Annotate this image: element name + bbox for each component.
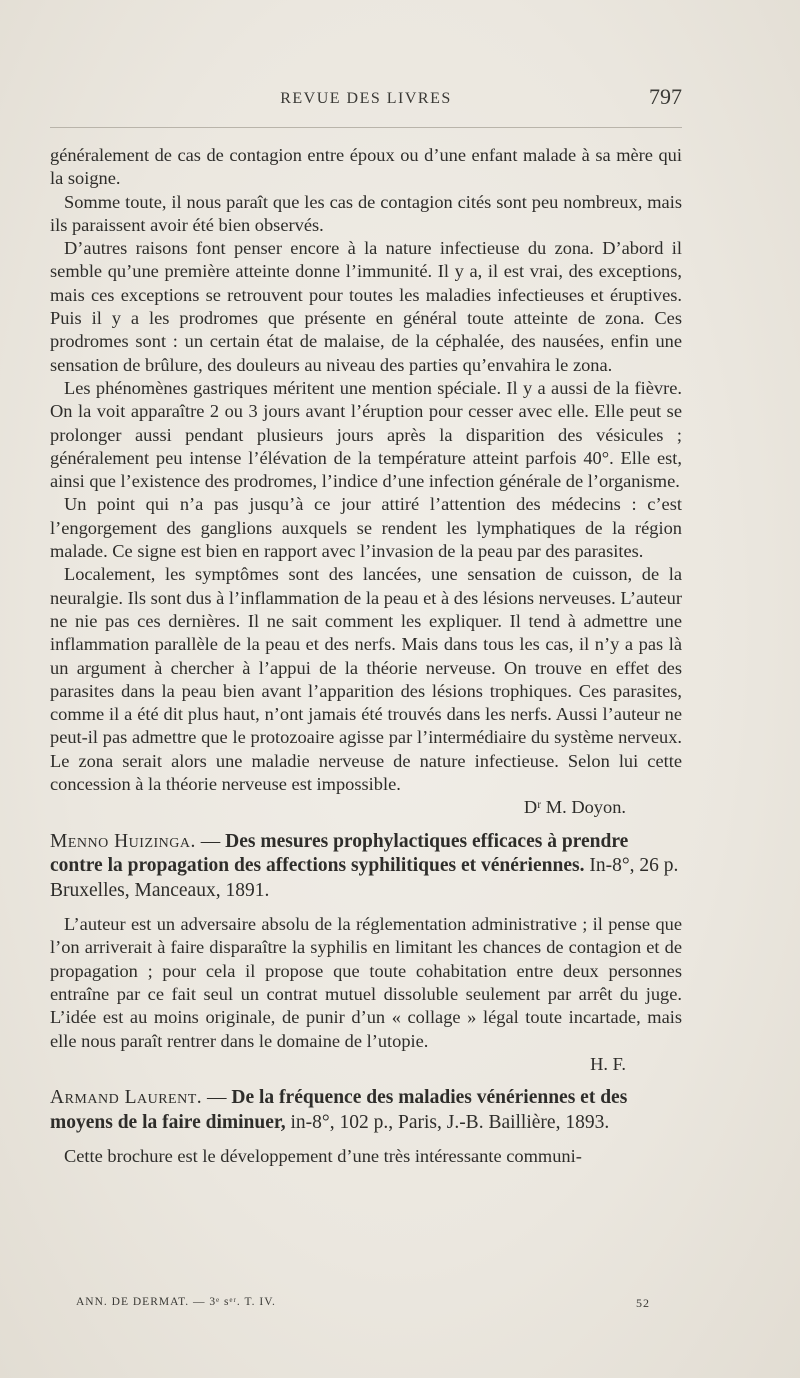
running-title: REVUE DES LIVRES xyxy=(280,90,452,107)
paragraph: Un point qui n’a pas jusqu’à ce jour attiré l’attention des médecins : c’est l’engorgement des ganglions auxquels se rendent les lymphatiques de la région malade. Ce signe est bien en rapport avec l’invasion de la peau par des parasites. xyxy=(50,494,682,562)
paragraph: généralement de cas de contagion entre époux ou d’une enfant malade à sa mère qui la soigne. xyxy=(50,145,682,189)
review-paragraph: L’auteur est un adversaire absolu de la réglementation administrative ; il pense que l’on arriverait à faire disparaître la syphilis en limitant les chances de contagion et de propagation ; pour cela il propose que toute cohabitation entre deux personnes entraîne par ce fait seul un contrat mutuel dissoluble seulement par arrêt du juge. L’idée est au moins originale, de punir d’un « collage » légal toute incartade, mais elle nous paraît rentrer dans le domaine de l’utopie. xyxy=(50,914,682,1051)
signature: H. F. xyxy=(590,1053,626,1074)
paragraph: Les phénomènes gastriques méritent une mention spéciale. Il y a aussi de la fièvre. On la voit apparaître 2 ou 3 jours avant l’éruption pour cesser avec elle. Elle peut se prolonger aussi pendant plusieurs jours après la disparition des vésicules ; généralement peu intense l’élévation de la température atteint parfois 40°. Elle est, ainsi que l’existence des prodromes, l’indice d’une infection générale de l’organisme. xyxy=(50,377,682,492)
entry-separator: — xyxy=(202,1087,232,1109)
entry-title: Des mesures prophylactiques efficaces à prendre contre la propagation des affections syphilitiques et vénériennes. xyxy=(50,830,629,877)
footer-signature: ANN. DE DERMAT. — 3ᵉ sᵉʳ. T. IV. xyxy=(76,1296,276,1308)
entry-details: in-8°, 102 p., Paris, J.-B. Baillière, 1893. xyxy=(285,1111,610,1133)
review-paragraph: Cette brochure est le développement d’une très intéressante communi- xyxy=(64,1146,582,1167)
signature: Dʳ M. Doyon. xyxy=(523,797,626,818)
entry-author: Armand Laurent. xyxy=(50,1087,203,1109)
article-body xyxy=(50,144,682,1168)
entry-title: De la fréquence des maladies vénériennes et des moyens de la faire diminuer, xyxy=(50,1087,628,1133)
bibliographic-entry xyxy=(50,830,682,904)
paragraph: D’autres raisons font penser encore à la nature infectieuse du zona. D’abord il semble qu’une première atteinte donne l’immunité. Il y a, il est vrai, des exceptions, mais ces exceptions se retrouvent pour toutes les maladies infectieuses et éruptives. Puis il y a les prodromes que présente en général toute atteinte de zona. Ces prodromes sont : un certain état de malaise, de la céphalée, des nausées, enfin une sensation de brûlure, des douleurs au niveau des parties qu’envahira le zona. xyxy=(50,238,682,375)
page-number: 797 xyxy=(649,84,682,109)
paragraph: Localement, les symptômes sont des lancées, une sensation de cuisson, de la neuralgie. Ils sont dus à l’inflammation de la peau et à des lésions nerveuses. L’auteur ne nie pas ces dernières. Il ne sait comment les expliquer. Il tend à admettre une inflammation parallèle de la peau et des nerfs. Mais dans tous les cas, il n’y a pas là un argument à chercher à l’appui de la théorie nerveuse. On trouve en effet des parasites dans la peau bien avant l’apparition des lésions trophiques. Ces parasites, comme il a été dit plus haut, n’ont jamais été trouvés dans les nerfs. Aussi l’auteur ne peut-il pas admettre que le protozoaire agisse par l’intermédiaire du système nerveux. Le zona serait alors une maladie nerveuse de nature infectieuse. Selon lui cette concession à la théorie nerveuse est impossible. xyxy=(50,564,682,795)
page-header xyxy=(50,84,682,112)
entry-author: Menno Huizinga. xyxy=(50,830,196,852)
entry-details: In-8°, 26 p. Bruxelles, Manceaux, 1891. xyxy=(50,855,679,901)
header-rule xyxy=(50,127,682,128)
entry-separator: — xyxy=(195,830,226,852)
page-footer xyxy=(76,1296,650,1314)
paragraph: Somme toute, il nous paraît que les cas de contagion cités sont peu nombreux, mais ils paraissent avoir été bien observés. xyxy=(50,191,682,235)
bibliographic-entry xyxy=(50,1086,682,1135)
footer-sheet-number: 52 xyxy=(636,1296,650,1310)
